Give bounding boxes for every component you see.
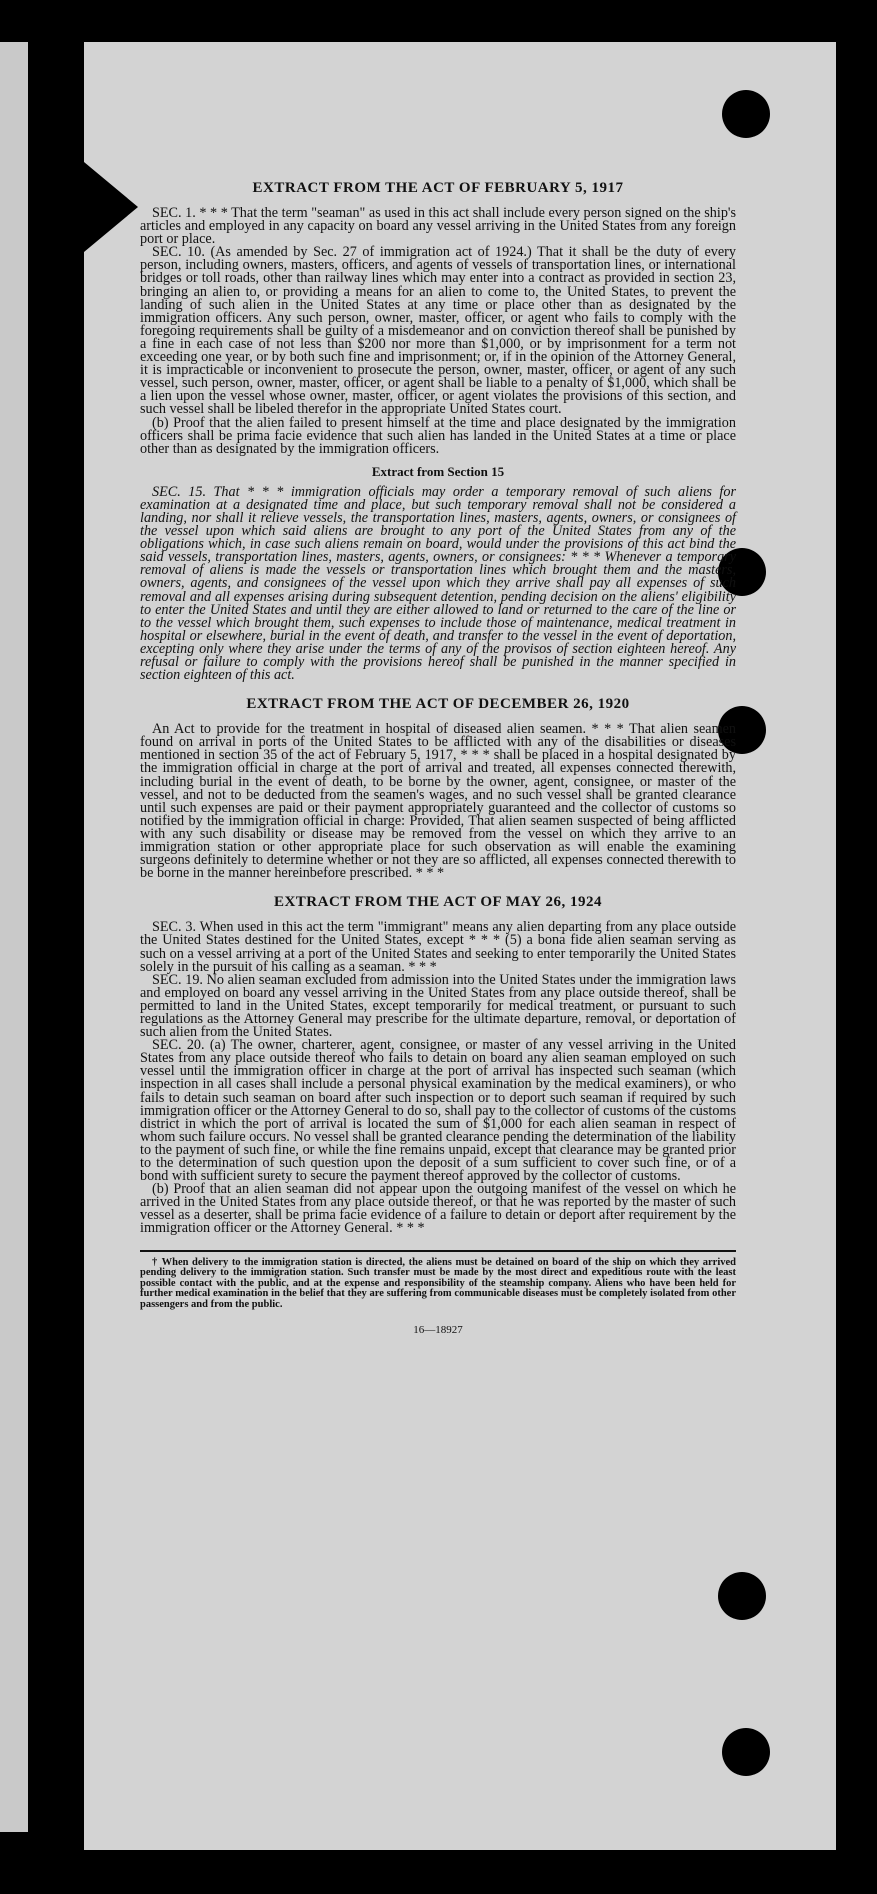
sec15-paragraph: SEC. 15. That * * * immigration officials may order a temporary removal of such aliens for examination at a designated time and place, but such temporary removal shall not be considered a landing, nor shall it relieve vessels, the transportation lines, masters, agents, owners, or consignees of the vessel upon which said aliens are brought to any port of the United States from any of the obligations which, in case such aliens remain on board, would under the provisions of this act bind the said vessels, transportation lines, masters, agents, owners, or consignees: * * * Whenever a temporary removal of aliens is made the vessels or transportation lines which brought them and the masters, owners, agents, and consignees of the vessel upon which they arrive shall pay all expenses of such removal and all expenses arising during subsequent detention, pending decision on the aliens' eligibility to enter the United States and until they are either allowed to land or returned to the care of the line or to the vessel which brought them, such expenses to include those of maintenance, medical treatment in hospital or elsewhere, burial in the event of death, and transfer to the vessel in the event of deportation, excepting only where they arise under the terms of any of the provisos of section eighteen hereof. Any refusal or failure to comply with the provisions hereof shall be punished in the manner specified in section eighteen of this act. [140, 483, 736, 684]
left-edge-strip [0, 42, 28, 1832]
punch-hole [722, 1728, 770, 1776]
act-1920-paragraph: An Act to provide for the treatment in hospital of diseased alien seamen. * * * That alien seamen found on arrival in ports of the United States to be afflicted with any of the disabilities or diseases mentioned in section 35 of the act of February 5, 1917, * * * shall be placed in a hospital designated by the immigration official in charge at the port of arrival and treated, all expenses connected therewith, including burial in the event of death, to be borne by the owner, agent, consignee, or master of the vessel, and not to be deducted from the seamen's wages, and no such vessel shall be granted clearance until such expenses are paid or their payment appropriately guaranteed and the collector of customs so notified by the immigration official in charge: Provided, That alien seamen suspected of being afflicted with any such disability or disease may be removed from the vessel on which they arrive to an immigration station or other appropriate place for such observation as will enable the examining surgeons definitely to determine whether or not they are so afflicted, all expenses connected therewith to be borne in the manner hereinbefore prescribed. * * * [140, 721, 736, 882]
document-text [140, 180, 736, 1336]
sec20b-paragraph: (b) Proof that an alien seaman did not appear upon the outgoing manifest of the vessel on which he arrived in the United States from any place outside thereof, or that he was reported by the master of such vessel as a deserter, shall be prima facie evidence of a failure to detain or deport after requirement by the immigration officer or the Attorney General. * * * [140, 1181, 736, 1237]
sec1-paragraph: SEC. 1. * * * That the term "seaman" as used in this act shall include every person signed on the ship's articles and employed in any capacity on board any vessel arriving in the United States from any foreign port or place. [140, 205, 736, 248]
heading-1924: EXTRACT FROM THE ACT OF MAY 26, 1924 [273, 894, 603, 911]
punch-hole [718, 1572, 766, 1620]
footnote: † When delivery to the immigration station is directed, the aliens must be detained on board of the ship on which they arrived pending delivery to the immigration station. Such transfer must be made by the most direct and expeditious route with the least possible contact with the public, and at the expense and responsibility of the steamship company. Aliens who have been held for further medical examination in the belief that they are suffering from communicable diseases must be completely isolated from other passengers and from the public. [140, 1256, 736, 1310]
heading-section-15: Extract from Section 15 [371, 463, 505, 479]
sec10-paragraph: SEC. 10. (As amended by Sec. 27 of immigration act of 1924.) That it shall be the duty of every person, including owners, masters, officers, and agents of vessels of transportation lines, or international bridges or toll roads, other than railway lines which may enter into a contract as provided in section 23, bringing an alien to, or providing a means for an alien to come to, the United States, to prevent the landing of such alien in the United States at any time or place other than as designated by the immigration officers. Any such person, owner, master, officer, or agent who fails to comply with the foregoing requirements shall be guilty of a misdemeanor and on conviction thereof shall be punished by a fine in each case of not less than $200 nor more than $1,000, or by imprisonment for a term not exceeding one year, or by both such fine and imprisonment; or, if in the opinion of the Attorney General, it is impracticable or inconvenient to prosecute the person, owner, master, officer, or agent of any such vessel, such person, owner, master, officer, or agent shall be liable to a penalty of $1,000, which shall be a lien upon the vessel whose owner, master, officer, or agent violates the provisions of this section, and such vessel shall be libeled therefor in the appropriate United States court. [140, 244, 736, 418]
page-number: 16—18927 [413, 1324, 463, 1337]
proof-paragraph: (b) Proof that the alien failed to present himself at the time and place designated by the immigration officers shall be prima facie evidence that such alien has landed in the United States at a time or place other than as designated by the immigration officers. [140, 414, 736, 457]
heading-1917: EXTRACT FROM THE ACT OF FEBRUARY 5, 1917 [252, 180, 624, 196]
sec19-paragraph: SEC. 19. No alien seaman excluded from admission into the United States under the immigration laws and employed on board any vessel arriving in the United States from any place outside thereof, shall be permitted to land in the United States, except temporarily for medical treatment, or pursuant to such regulations as the Attorney General may prescribe for the ultimate departure, removal, or deportation of such alien from the United States. [140, 971, 736, 1041]
sec3-paragraph: SEC. 3. When used in this act the term "immigrant" means any alien departing from any place outside the United States destined for the United States, except * * * (5) a bona fide alien seaman serving as such on a vessel arriving at a port of the United States and seeking to enter temporarily the United States solely in the pursuit of his calling as a seaman. * * * [140, 919, 736, 975]
punch-hole [722, 90, 770, 138]
heading-1920: EXTRACT FROM THE ACT OF DECEMBER 26, 1920 [246, 696, 630, 713]
footnote-divider [140, 1250, 736, 1252]
sec20-paragraph: SEC. 20. (a) The owner, charterer, agent, consignee, or master of any vessel arriving in the United States from any place outside thereof who fails to detain on board any alien seaman employed on such vessel until the immigration officer in charge at the port of arrival has inspected such seaman (which inspection in all cases shall include a personal physical examination by the medical examiners), or who fails to detain such seaman on board after such inspection or to deport such seaman if required by such immigration officer or the Attorney General to do so, shall pay to the collector of customs of the customs district in which the port of arrival is located the sum of $1,000 for each alien seaman in respect of whom such failure occurs. No vessel shall be granted clearance pending the determination of the liability to the payment of such fine, or while the fine remains unpaid, except that clearance may be granted prior to the determination of such question upon the deposit of a sum sufficient to cover such fine, or of a bond with sufficient surety to secure the payment thereof approved by the collector of customs. [140, 1037, 736, 1185]
